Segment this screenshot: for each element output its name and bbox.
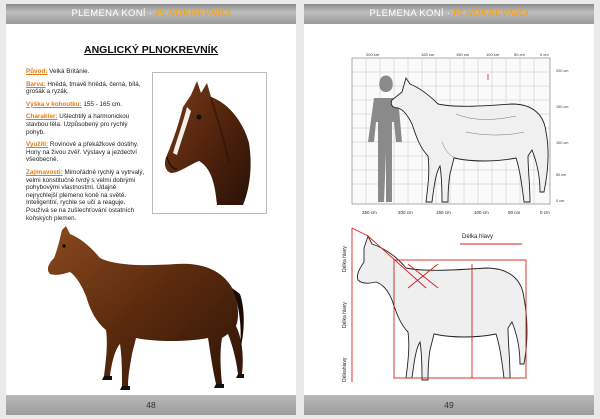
left-page	[6, 4, 296, 415]
info-origin: Původ: Velká Británie.	[26, 68, 90, 75]
chart-bottom-label: 250 cm	[362, 210, 377, 215]
diagram-label-left: Délka hlavy	[342, 302, 348, 328]
page-footer	[6, 395, 296, 415]
diagram-label-left: Délka hlavy	[342, 246, 348, 272]
header-prefix: PLEMENA KONÍ	[71, 8, 146, 19]
horse-sketch	[357, 236, 527, 380]
breed-title: ANGLICKÝ PLNOKREVNÍK	[84, 44, 219, 56]
page-number: 49	[444, 400, 454, 410]
chart-top-label: 165 cm	[421, 52, 435, 57]
page-header: PLEMENA KONÍ · PLNOKREVNÍCI	[6, 4, 296, 24]
diagram-label-left: Délkahlavy	[342, 357, 348, 382]
breed-info	[26, 68, 148, 227]
info-character: Charakter: Ušlechtilý a harmonickou stavbou těla. Uzpůsobený pro rychlý pohyb.	[26, 113, 130, 136]
chart-top-label: 100 cm	[486, 52, 500, 57]
info-facts: Zajímavosti: Mimořádně rychlý a vytrvalý, velmi konstitučně tvrdý s velmi dobrými pohybovými vlastnostmi. Údajně nejrychlejší plemeno koně na světě. Inteligentní, rychle se učí a reaguje. Používá se na zušlechťování ostatních koňských plemen.	[26, 168, 145, 222]
proportions-diagram	[338, 224, 568, 392]
chart-side-label: 0 cm	[556, 199, 565, 203]
chart-bottom-label: 0 cm	[540, 210, 550, 215]
info-height: Výška v kohoutku: 155 - 165 cm.	[26, 100, 122, 108]
chart-side-label: 150 cm	[556, 105, 569, 109]
header-prefix: PLEMENA KONÍ	[369, 8, 444, 19]
chart-side-label: 50 cm	[556, 173, 567, 177]
chart-bottom-label: 100 cm	[474, 210, 489, 215]
chart-top-label: 150 cm	[456, 52, 470, 57]
page-header: PLEMENA KONÍ · PLNOKREVNÍCI	[304, 4, 594, 24]
header-accent: PLNOKREVNÍCI	[453, 8, 529, 19]
chart-bottom-label: 200 cm	[398, 210, 413, 215]
chart-bottom-label: 150 cm	[436, 210, 451, 215]
horse-full-body-illustration	[36, 226, 246, 396]
page-number: 48	[146, 400, 156, 410]
chart-top-label: 200 cm	[366, 52, 380, 57]
chart-bottom-label: 50 cm	[508, 210, 521, 215]
horse-head-photo	[152, 72, 267, 214]
info-usage: Využití: Rovinové a překážkové dostihy. Hony na živou zvěř. Výstavy a jezdectví všeobecně.	[26, 141, 139, 164]
size-comparison-chart	[346, 52, 569, 224]
info-color: Barva: Hnědá, tmavě hnědá, černá, bílá, grošák a ryzák.	[26, 80, 141, 96]
page-footer	[304, 395, 594, 415]
chart-side-label: 200 cm	[556, 69, 569, 73]
chart-top-label: 0 cm	[540, 52, 549, 57]
chart-side-label: 100 cm	[556, 141, 569, 145]
diagram-label-top: Délka hlavy	[462, 234, 494, 240]
right-page	[304, 4, 594, 415]
header-accent: PLNOKREVNÍCI	[155, 8, 231, 19]
chart-top-label: 50 cm	[514, 52, 525, 57]
